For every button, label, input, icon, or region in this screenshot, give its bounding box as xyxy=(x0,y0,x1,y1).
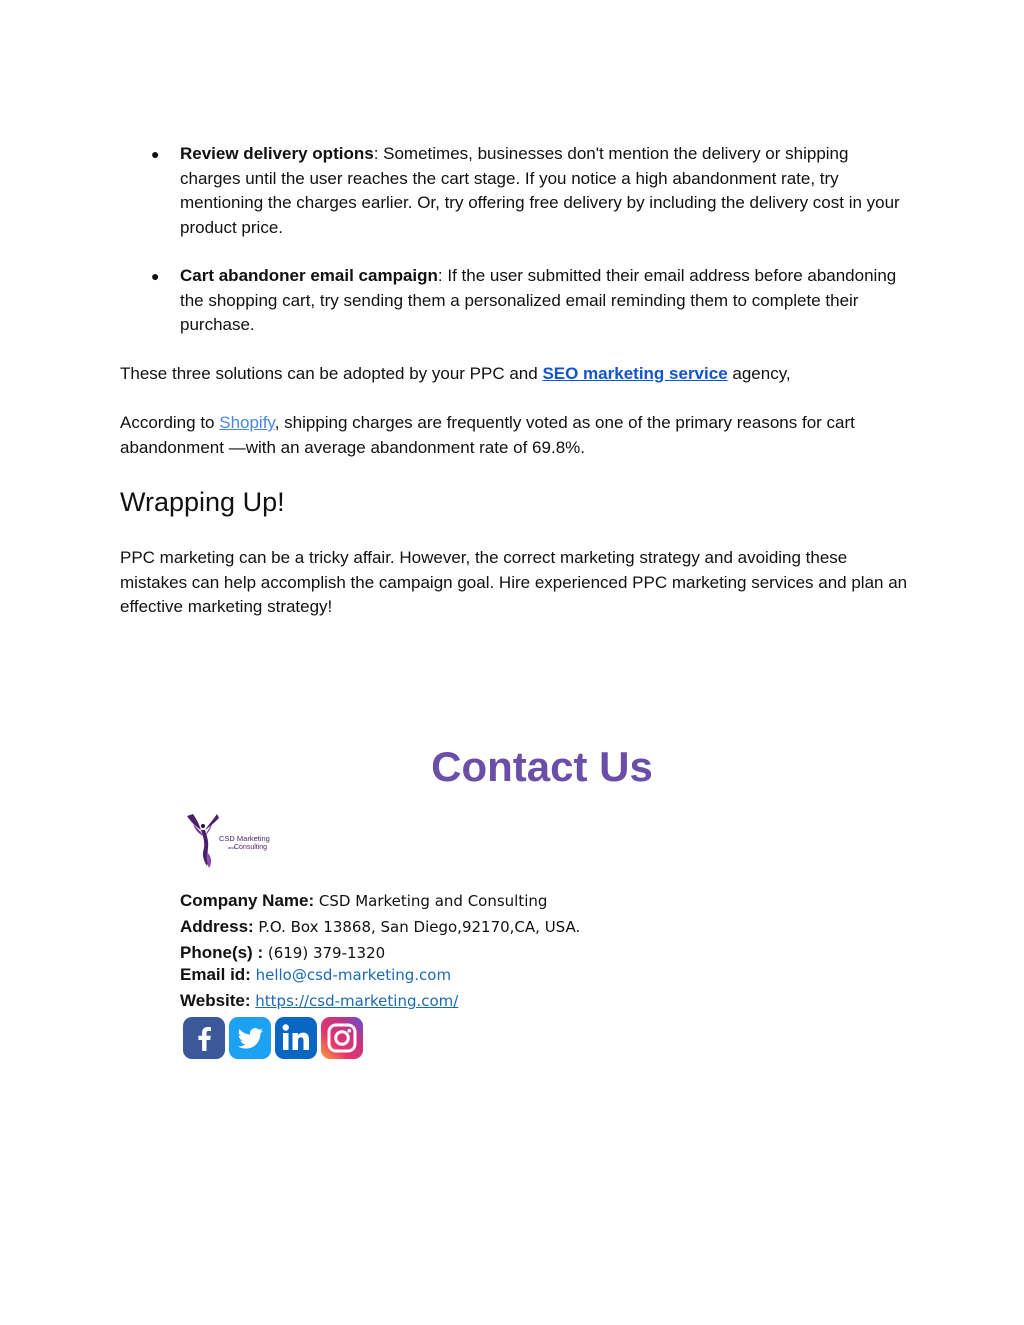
email-value[interactable]: hello@csd-marketing.com xyxy=(255,966,452,984)
logo-text: and xyxy=(228,845,235,850)
company-logo xyxy=(183,812,273,870)
list-item xyxy=(120,264,910,338)
shopify-link[interactable]: Shopify xyxy=(219,413,275,432)
address-label: Address: xyxy=(180,917,254,936)
company-name-label: Company Name: xyxy=(180,891,315,910)
website-line xyxy=(180,988,458,1014)
bullet-icon: ● xyxy=(151,268,160,284)
shopify-paragraph xyxy=(120,411,910,460)
address-value: P.O. Box 13868, San Diego,92170,CA, USA. xyxy=(258,918,581,936)
bullet-text: : If the user submitted their email address before abandoning the shopping cart, try sending them a personalized email reminding them to complete their purchase. xyxy=(180,266,897,334)
solutions-paragraph xyxy=(120,362,910,387)
wrapping-up-paragraph: PPC marketing can be a tricky affair. However, the correct marketing strategy and avoiding these mistakes can help accomplish the campaign goal. Hire experienced PPC marketing services and plan an effective marketing strategy! xyxy=(120,548,908,616)
logo-text: Consulting xyxy=(234,844,268,851)
company-name-value: CSD Marketing and Consulting xyxy=(318,892,548,910)
bullet-label: Cart abandoner email campaign xyxy=(180,266,438,285)
bullet-list xyxy=(120,142,910,362)
address-line xyxy=(180,914,580,940)
twitter-icon[interactable] xyxy=(228,1016,272,1060)
email-label: Email id: xyxy=(180,965,251,984)
paragraph-text: , shipping charges are frequently voted as one of the primary reasons for cart abandonment —with an average abandonment rate of 69.8%. xyxy=(120,413,855,457)
social-icons xyxy=(182,1016,364,1060)
company-name-line xyxy=(180,888,547,914)
seo-marketing-service-link[interactable]: SEO marketing service xyxy=(542,364,728,383)
paragraph-text: According to xyxy=(120,413,220,432)
bullet-label: Review delivery options xyxy=(180,144,374,163)
list-item xyxy=(120,142,910,240)
email-line xyxy=(180,962,451,988)
linkedin-icon[interactable] xyxy=(274,1016,318,1060)
phone-value: (619) 379-1320 xyxy=(267,944,386,962)
bullet-icon: ● xyxy=(151,146,160,162)
facebook-icon[interactable] xyxy=(182,1016,226,1060)
instagram-icon[interactable] xyxy=(320,1016,364,1060)
phone-label: Phone(s) : xyxy=(180,943,264,962)
paragraph-text: agency, xyxy=(727,364,791,383)
bullet-text: : Sometimes, businesses don't mention the delivery or shipping charges until the user reaches the cart stage. If you notice a high abandonment rate, try mentioning the charges earlier. Or, try offering free delivery by including the delivery cost in your product price. xyxy=(180,144,900,237)
paragraph-text: These three solutions can be adopted by your PPC and xyxy=(120,364,543,383)
website-label: Website: xyxy=(180,991,251,1010)
contact-title: Contact Us xyxy=(431,743,653,790)
wrapping-up-heading: Wrapping Up! xyxy=(120,487,285,517)
logo-text: CSD Marketing xyxy=(219,834,270,843)
website-link[interactable]: https://csd-marketing.com/ xyxy=(255,992,459,1010)
